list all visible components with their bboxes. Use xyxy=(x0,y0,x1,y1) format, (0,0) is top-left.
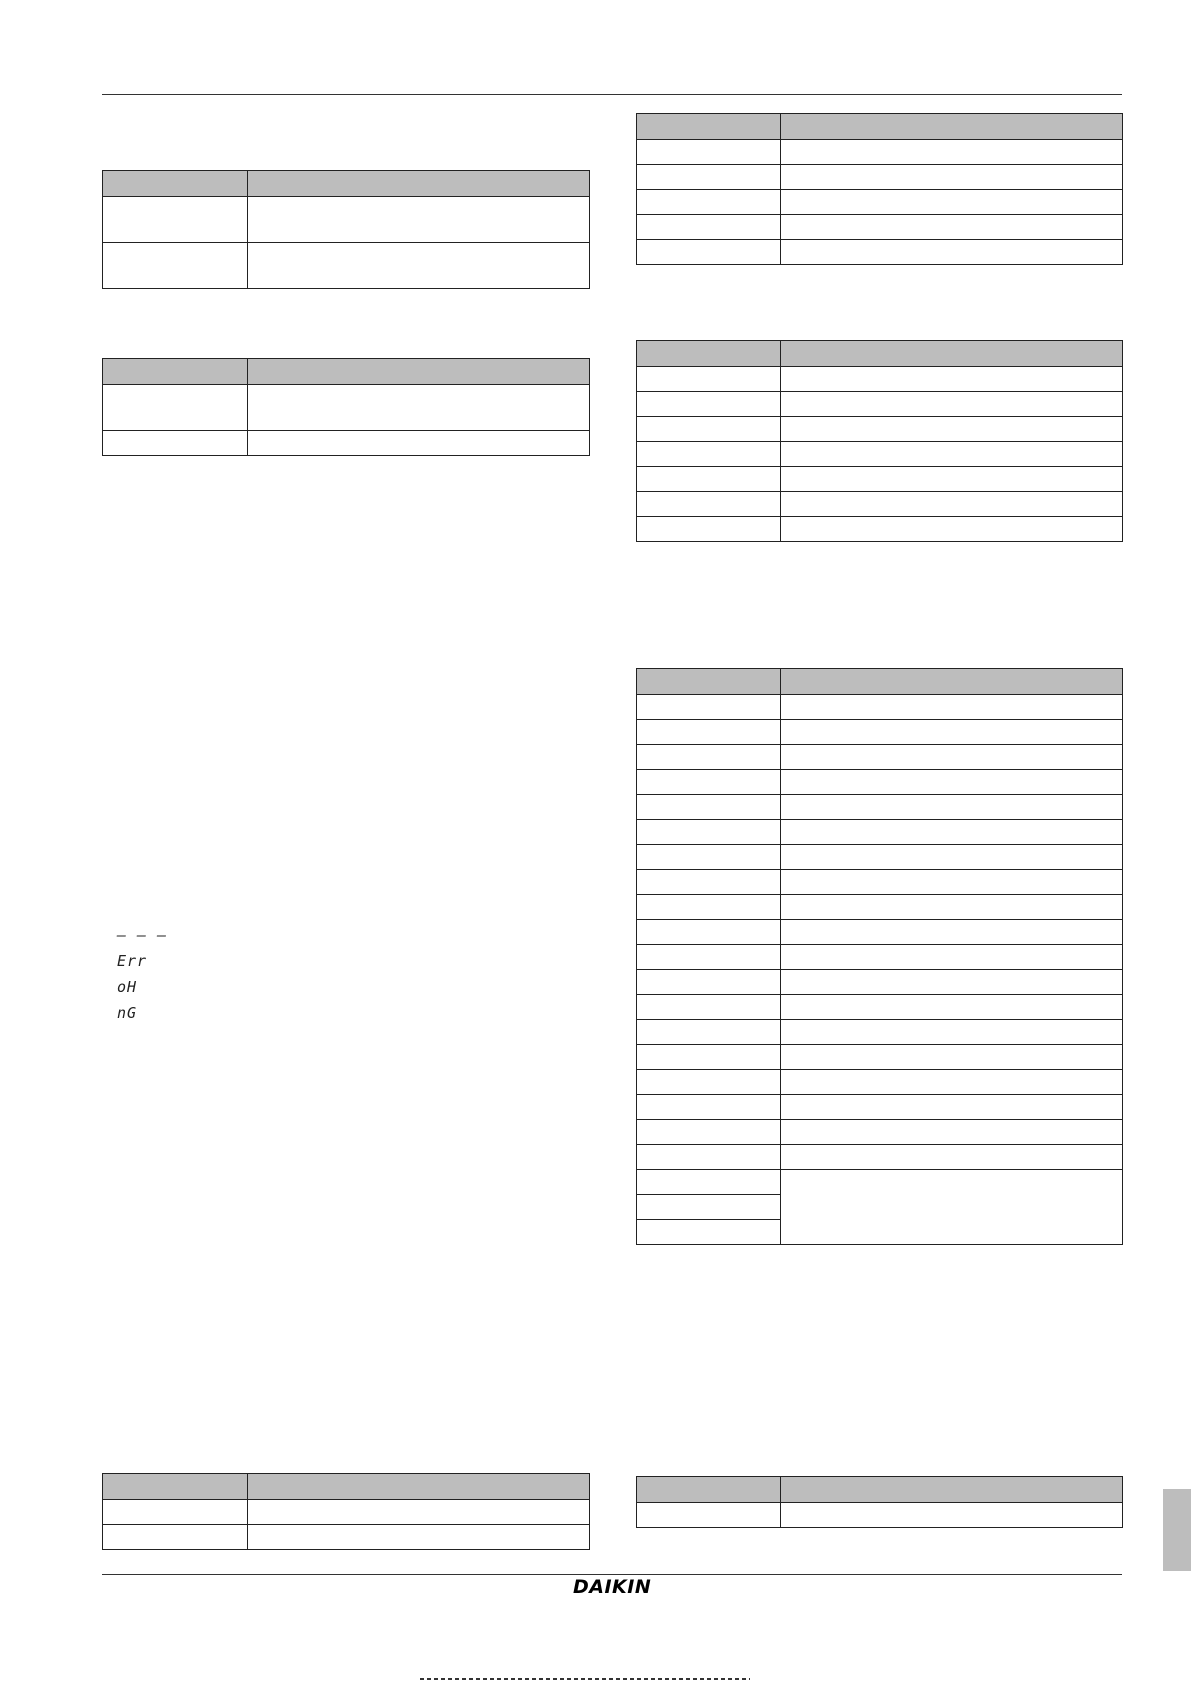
table-row xyxy=(637,1070,1123,1095)
footer-rule xyxy=(102,1574,1122,1575)
table-row xyxy=(637,417,1123,442)
table-row xyxy=(637,970,1123,995)
table-right-2 xyxy=(636,340,1123,542)
table-header-row xyxy=(103,171,590,197)
table-row xyxy=(637,190,1123,215)
header-rule xyxy=(102,94,1122,95)
table-row xyxy=(637,1120,1123,1145)
table-row xyxy=(103,197,590,243)
table-row xyxy=(103,385,590,431)
table-row xyxy=(637,1503,1123,1528)
table-row xyxy=(637,140,1123,165)
table-row xyxy=(637,467,1123,492)
table-right-4 xyxy=(636,1476,1123,1528)
table-row xyxy=(637,770,1123,795)
table-row xyxy=(637,392,1123,417)
table-header-row xyxy=(637,669,1123,695)
table-row xyxy=(637,165,1123,190)
table-row xyxy=(103,1525,590,1550)
display-code-err: Err xyxy=(117,952,148,970)
table-row xyxy=(637,1095,1123,1120)
table-row xyxy=(637,895,1123,920)
table-left-3 xyxy=(102,1473,590,1550)
display-code-dashes: – – – xyxy=(117,926,168,944)
table-row xyxy=(103,243,590,289)
table-right-1 xyxy=(636,113,1123,265)
table-row xyxy=(637,517,1123,542)
table-row xyxy=(637,820,1123,845)
table-row xyxy=(637,442,1123,467)
table-header-row xyxy=(637,1477,1123,1503)
table-row xyxy=(637,1170,1123,1195)
table-row xyxy=(103,431,590,456)
table-row xyxy=(637,1045,1123,1070)
display-code-oh: oH xyxy=(117,978,138,996)
side-tab xyxy=(1163,1489,1191,1571)
table-row xyxy=(637,920,1123,945)
table-row xyxy=(637,1145,1123,1170)
table-header-row xyxy=(103,359,590,385)
table-row xyxy=(637,240,1123,265)
table-row xyxy=(637,720,1123,745)
table-left-2 xyxy=(102,358,590,456)
table-row xyxy=(103,1500,590,1525)
table-row xyxy=(637,870,1123,895)
table-row xyxy=(637,845,1123,870)
table-header-row xyxy=(103,1474,590,1500)
display-code-ng: nG xyxy=(117,1004,138,1022)
table-row xyxy=(637,995,1123,1020)
table-row xyxy=(637,945,1123,970)
table-row xyxy=(637,492,1123,517)
table-header-row xyxy=(637,114,1123,140)
table-row xyxy=(637,795,1123,820)
table-row xyxy=(637,367,1123,392)
table-row xyxy=(637,745,1123,770)
table-header-row xyxy=(637,341,1123,367)
table-row xyxy=(637,695,1123,720)
table-row xyxy=(637,1020,1123,1045)
table-left-1 xyxy=(102,170,590,289)
daikin-logo: DAIKIN xyxy=(573,1576,652,1598)
table-right-3 xyxy=(636,668,1123,1245)
scan-artifact xyxy=(420,1678,750,1680)
table-row xyxy=(637,215,1123,240)
